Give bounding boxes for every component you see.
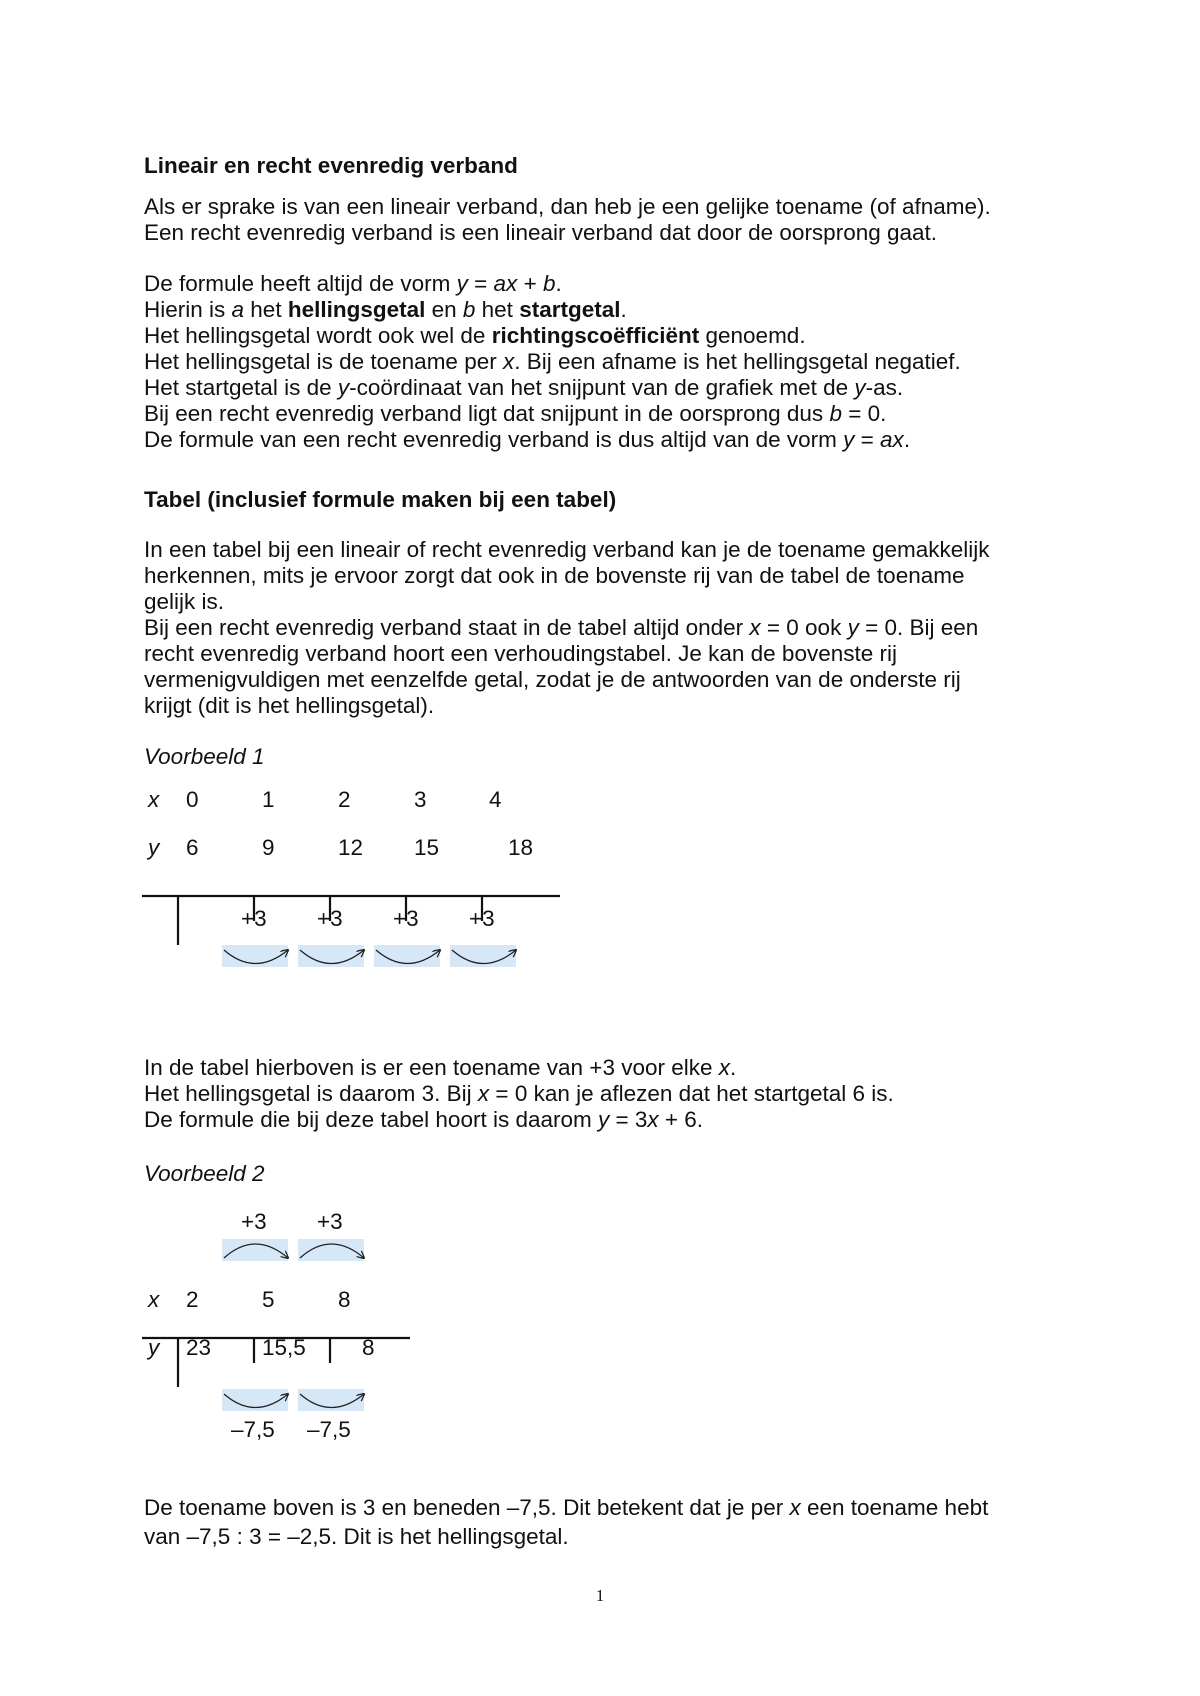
formula-line-6: Bij een recht evenredig verband ligt dat snijpunt in de oorsprong dus b = 0. <box>144 401 887 426</box>
example2-y-label: y <box>148 1335 160 1360</box>
example1-x-value: 4 <box>489 787 502 812</box>
example2-y-value: 15,5 <box>262 1335 306 1360</box>
heading-lineair: Lineair en recht evenredig verband <box>144 153 518 178</box>
example1-step-arrow <box>450 945 516 967</box>
example1-step-arrow <box>374 945 440 967</box>
example1-step-label: +3 <box>393 906 419 931</box>
example1-y-value: 6 <box>186 835 199 860</box>
example1-step-label: +3 <box>241 906 267 931</box>
formula-line-3: Het hellingsgetal wordt ook wel de richtingscoëfficiënt genoemd. <box>144 323 806 348</box>
example2-step-arrow <box>222 1389 288 1411</box>
example1-step-arrow <box>298 945 364 967</box>
example1-x-value: 2 <box>338 787 351 812</box>
example1-text-line-3: De formule die bij deze tabel hoort is daarom y = 3x + 6. <box>144 1107 704 1132</box>
example2-x-value: 5 <box>262 1287 275 1312</box>
example2-x-value: 2 <box>186 1287 199 1312</box>
example1-text-line-1: In de tabel hierboven is er een toename van +3 voor elke x. <box>144 1055 737 1080</box>
example1-step-arrow <box>222 945 288 967</box>
example2-title: Voorbeeld 2 <box>144 1161 265 1186</box>
page-number: 1 <box>595 1586 605 1605</box>
example2-x-label: x <box>148 1287 160 1312</box>
example1-y-value: 12 <box>338 835 364 860</box>
example2-top-step-arrow <box>298 1239 364 1261</box>
table-text-line-5: recht evenredig verband hoort een verhoudingstabel. Je kan de bovenste rij <box>144 641 897 666</box>
example2-top-step-arrow <box>222 1239 288 1261</box>
intro-line-2: Een recht evenredig verband is een lineair verband dat door de oorsprong gaat. <box>144 220 938 245</box>
table-text-line-2: herkennen, mits je ervoor zorgt dat ook in de bovenste rij van de tabel de toename <box>144 563 965 588</box>
example2-top-step-label: +3 <box>317 1209 343 1234</box>
example1-step-label: +3 <box>469 906 495 931</box>
intro-line-1: Als er sprake is van een lineair verband, dan heb je een gelijke toename (of afname). <box>144 194 991 219</box>
example1-x-value: 0 <box>186 787 199 812</box>
example2-x-value: 8 <box>338 1287 351 1312</box>
example1-x-value: 3 <box>414 787 427 812</box>
formula-line-5: Het startgetal is de y-coördinaat van het snijpunt van de grafiek met de y-as. <box>144 375 904 400</box>
table-text-line-7: krijgt (dit is het hellingsgetal). <box>144 693 435 718</box>
example1-y-value: 15 <box>414 835 440 860</box>
heading-tabel: Tabel (inclusief formule maken bij een tabel) <box>144 487 617 512</box>
example1-step-label: +3 <box>317 906 343 931</box>
table-text-line-6: vermenigvuldigen met eenzelfde getal, zodat je de antwoorden van de onderste rij <box>144 667 961 692</box>
example2-y-value: 8 <box>362 1335 375 1360</box>
conclusion-line-2: van –7,5 : 3 = –2,5. Dit is het hellingsgetal. <box>144 1524 569 1549</box>
example1-y-value: 9 <box>262 835 275 860</box>
example2-step-label: –7,5 <box>231 1417 275 1442</box>
conclusion-line-1: De toename boven is 3 en beneden –7,5. Dit betekent dat je per x een toename hebt <box>144 1495 989 1520</box>
formula-line-7: De formule van een recht evenredig verband is dus altijd van de vorm y = ax. <box>144 427 911 452</box>
example1-y-value: 18 <box>508 835 534 860</box>
formula-line-1: De formule heeft altijd de vorm y = ax + b. <box>144 271 562 296</box>
formula-line-2: Hierin is a het hellingsgetal en b het startgetal. <box>144 297 627 322</box>
example1-text-line-2: Het hellingsgetal is daarom 3. Bij x = 0 kan je aflezen dat het startgetal 6 is. <box>144 1081 894 1106</box>
table-text-line-3: gelijk is. <box>144 589 225 614</box>
example1-title: Voorbeeld 1 <box>144 744 265 769</box>
example1-y-label: y <box>148 835 160 860</box>
table-text-line-4: Bij een recht evenredig verband staat in de tabel altijd onder x = 0 ook y = 0. Bij een <box>144 615 979 640</box>
example1-x-label: x <box>148 787 160 812</box>
example2-top-step-label: +3 <box>241 1209 267 1234</box>
example2-y-value: 23 <box>186 1335 212 1360</box>
example2-step-label: –7,5 <box>307 1417 351 1442</box>
example2-step-arrow <box>298 1389 364 1411</box>
example1-x-value: 1 <box>262 787 275 812</box>
formula-line-4: Het hellingsgetal is de toename per x. Bij een afname is het hellingsgetal negatief. <box>144 349 961 374</box>
table-text-line-1: In een tabel bij een lineair of recht evenredig verband kan je de toename gemakkelijk <box>144 537 990 562</box>
